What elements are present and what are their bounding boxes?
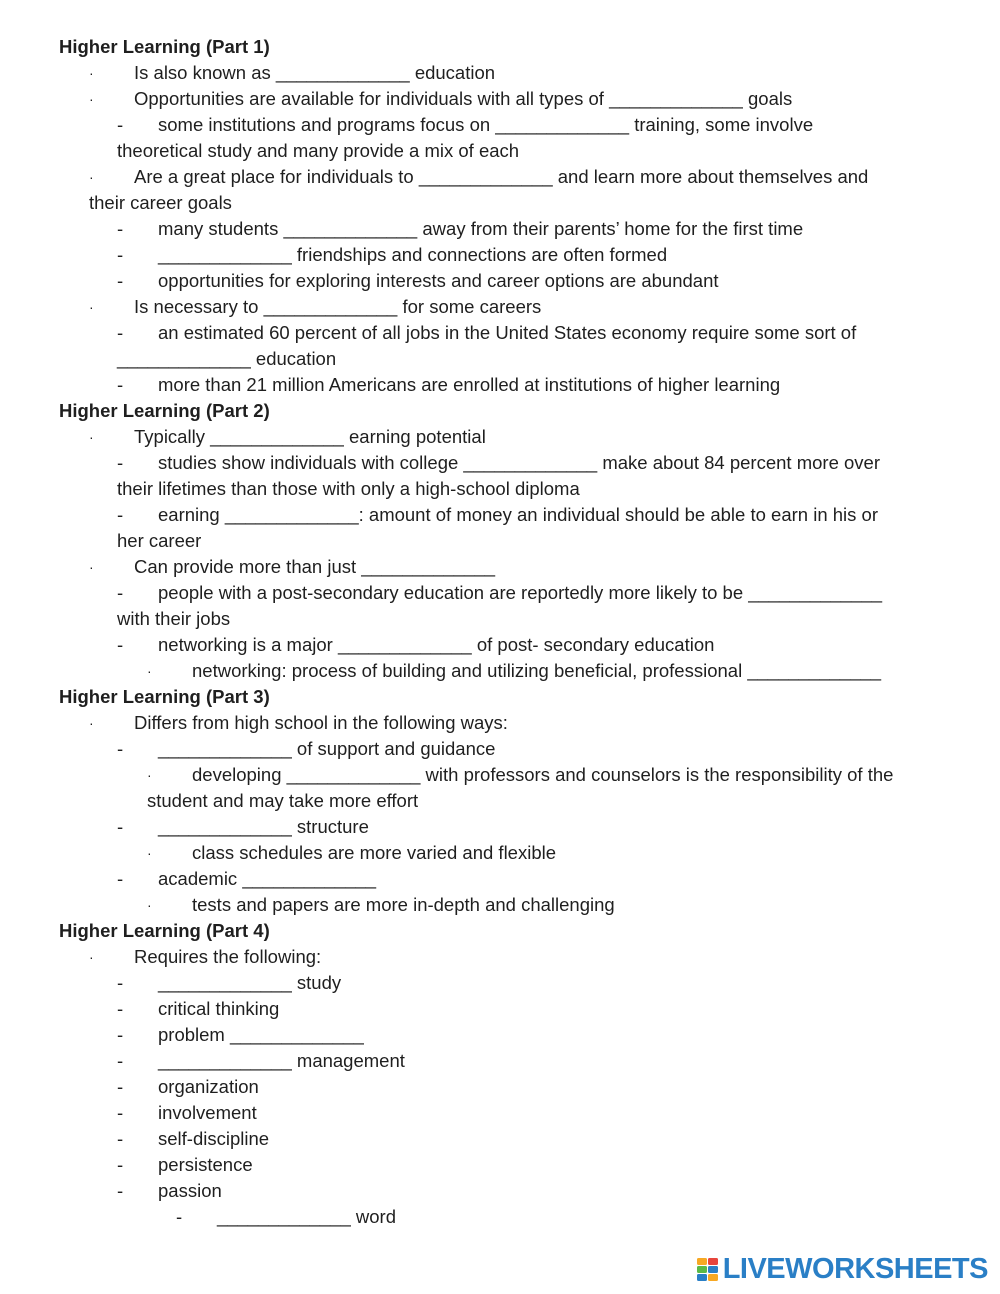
part4-subitem-study: _____________ study: [158, 972, 342, 993]
answer-blank[interactable]: _____________: [217, 1206, 351, 1227]
part1-subitem-exploring: opportunities for exploring interests and career options are abundant: [158, 270, 719, 291]
part1-subitem-60-percent-cont: _____________ education: [117, 348, 337, 369]
part1-subitem-students: many students _____________ away from their parents’ home for the first time: [158, 218, 804, 239]
bullet-marker: ·: [89, 429, 94, 445]
part2-item-more-than: Can provide more than just _____________: [134, 556, 496, 577]
part4-subitem-persistence: persistence: [158, 1154, 253, 1175]
answer-blank[interactable]: _____________: [158, 738, 292, 759]
answer-blank[interactable]: _____________: [210, 426, 344, 447]
bullet-marker: ·: [89, 91, 94, 107]
part1-item-great-place-cont: their career goals: [89, 192, 232, 213]
answer-blank[interactable]: _____________: [229, 1024, 364, 1045]
part2-subitem-studies-cont: their lifetimes than those with only a high-school diploma: [117, 478, 580, 499]
answer-blank[interactable]: _____________: [158, 244, 292, 265]
liveworksheets-logo[interactable]: [697, 1253, 988, 1286]
dash-marker: -: [117, 738, 124, 759]
dash-marker: -: [117, 452, 124, 473]
part3-subsubitem-schedules: class schedules are more varied and flexible: [192, 842, 557, 863]
part2-subitem-studies: studies show individuals with college _____________ make about 84 percent more over: [158, 452, 880, 473]
answer-blank[interactable]: _____________: [117, 348, 251, 369]
liveworksheets-logo-icon: [697, 1258, 719, 1282]
part3-subsubitem-developing: developing _____________ with professors and counselors is the responsibility of the: [192, 764, 894, 785]
bullet-marker: ·: [89, 559, 94, 575]
dash-marker: -: [117, 1024, 124, 1045]
part3-subitem-structure: _____________ structure: [158, 816, 369, 837]
section-heading-part-3: Higher Learning (Part 3): [59, 686, 270, 707]
dash-marker: -: [117, 114, 124, 135]
part2-subitem-earning-cont: her career: [117, 530, 202, 551]
dash-marker: -: [117, 504, 124, 525]
dash-marker: -: [117, 1154, 124, 1175]
bullet-marker: ·: [147, 767, 152, 783]
bullet-marker: ·: [147, 663, 152, 679]
dash-marker: -: [117, 634, 124, 655]
dash-marker: -: [117, 244, 124, 265]
part1-subitem-21-million: more than 21 million Americans are enrolled at institutions of higher learning: [158, 374, 781, 395]
bullet-marker: ·: [89, 949, 94, 965]
part4-subitem-passion: passion: [158, 1180, 222, 1201]
part1-item-known-as: Is also known as _____________ education: [134, 62, 496, 83]
part1-subitem-training: some institutions and programs focus on _____________ training, some involve: [158, 114, 814, 135]
bullet-marker: ·: [89, 715, 94, 731]
part2-subsubitem-networking-def: networking: process of building and utilizing beneficial, professional _____________: [192, 660, 882, 681]
section-heading-part-1: Higher Learning (Part 1): [59, 36, 270, 57]
answer-blank[interactable]: _____________: [224, 504, 359, 525]
dash-marker: -: [117, 582, 124, 603]
bullet-marker: ·: [89, 65, 94, 81]
dash-marker: -: [176, 1206, 183, 1227]
dash-marker: -: [117, 1050, 124, 1071]
dash-marker: -: [117, 1102, 124, 1123]
section-heading-part-4: Higher Learning (Part 4): [59, 920, 270, 941]
answer-blank[interactable]: _____________: [286, 764, 421, 785]
dash-marker: -: [117, 998, 124, 1019]
dash-marker: -: [117, 1180, 124, 1201]
dash-marker: -: [117, 1128, 124, 1149]
part1-item-necessary: Is necessary to _____________ for some careers: [134, 296, 542, 317]
part4-subitem-problem: problem _____________: [158, 1024, 364, 1045]
answer-blank[interactable]: _____________: [337, 634, 472, 655]
answer-blank[interactable]: _____________: [158, 816, 292, 837]
answer-blank[interactable]: _____________: [263, 296, 398, 317]
answer-blank[interactable]: _____________: [463, 452, 598, 473]
part2-subitem-networking: networking is a major _____________ of post- secondary education: [158, 634, 715, 655]
part4-subitem-critical-thinking: critical thinking: [158, 998, 280, 1019]
part2-subitem-earning: earning _____________: amount of money an individual should be able to earn in his or: [158, 504, 878, 525]
answer-blank[interactable]: _____________: [495, 114, 630, 135]
dash-marker: -: [117, 868, 124, 889]
section-heading-part-2: Higher Learning (Part 2): [59, 400, 270, 421]
part3-subsubitem-developing-cont: student and may take more effort: [147, 790, 419, 811]
part3-subsubitem-tests: tests and papers are more in-depth and challenging: [192, 894, 615, 915]
answer-blank[interactable]: _____________: [361, 556, 496, 577]
part4-item-requires: Requires the following:: [134, 946, 322, 967]
part4-subitem-involvement: involvement: [158, 1102, 257, 1123]
part1-item-opportunities: Opportunities are available for individuals with all types of _____________ goals: [134, 88, 793, 109]
part1-subitem-60-percent: an estimated 60 percent of all jobs in the United States economy require some sort of: [158, 322, 857, 343]
part1-item-great-place: Are a great place for individuals to _____________ and learn more about themselves and: [134, 166, 869, 187]
part4-subitem-organization: organization: [158, 1076, 259, 1097]
part1-subitem-training-cont: theoretical study and many provide a mix of each: [117, 140, 520, 161]
answer-blank[interactable]: _____________: [158, 972, 292, 993]
part2-subitem-post-secondary: people with a post-secondary education are reportedly more likely to be _____________: [158, 582, 883, 603]
dash-marker: -: [117, 322, 124, 343]
answer-blank[interactable]: _____________: [747, 660, 882, 681]
part3-subitem-academic: academic _____________: [158, 868, 377, 889]
answer-blank[interactable]: _____________: [609, 88, 743, 109]
answer-blank[interactable]: _____________: [283, 218, 418, 239]
dash-marker: -: [117, 270, 124, 291]
dash-marker: -: [117, 972, 124, 993]
dash-marker: -: [117, 816, 124, 837]
part4-subitem-self-discipline: self-discipline: [158, 1128, 270, 1149]
bullet-marker: ·: [147, 845, 152, 861]
dash-marker: -: [117, 1076, 124, 1097]
answer-blank[interactable]: _____________: [242, 868, 377, 889]
answer-blank[interactable]: _____________: [418, 166, 553, 187]
bullet-marker: ·: [89, 169, 94, 185]
liveworksheets-logo-text: LIVEWORKSHEETS: [722, 1253, 988, 1285]
answer-blank[interactable]: _____________: [275, 62, 410, 83]
answer-blank[interactable]: _____________: [748, 582, 883, 603]
answer-blank[interactable]: _____________: [158, 1050, 292, 1071]
dash-marker: -: [117, 374, 124, 395]
part4-subsubitem-word: _____________ word: [217, 1206, 397, 1227]
part2-item-typically: Typically _____________ earning potential: [134, 426, 486, 447]
part1-subitem-friendships: _____________ friendships and connections are often formed: [158, 244, 668, 265]
part2-subitem-post-secondary-cont: with their jobs: [117, 608, 231, 629]
dash-marker: -: [117, 218, 124, 239]
part3-subitem-support: _____________ of support and guidance: [158, 738, 496, 759]
part3-item-differs: Differs from high school in the following ways:: [134, 712, 508, 733]
part4-subitem-management: _____________ management: [158, 1050, 405, 1071]
bullet-marker: ·: [147, 897, 152, 913]
bullet-marker: ·: [89, 299, 94, 315]
